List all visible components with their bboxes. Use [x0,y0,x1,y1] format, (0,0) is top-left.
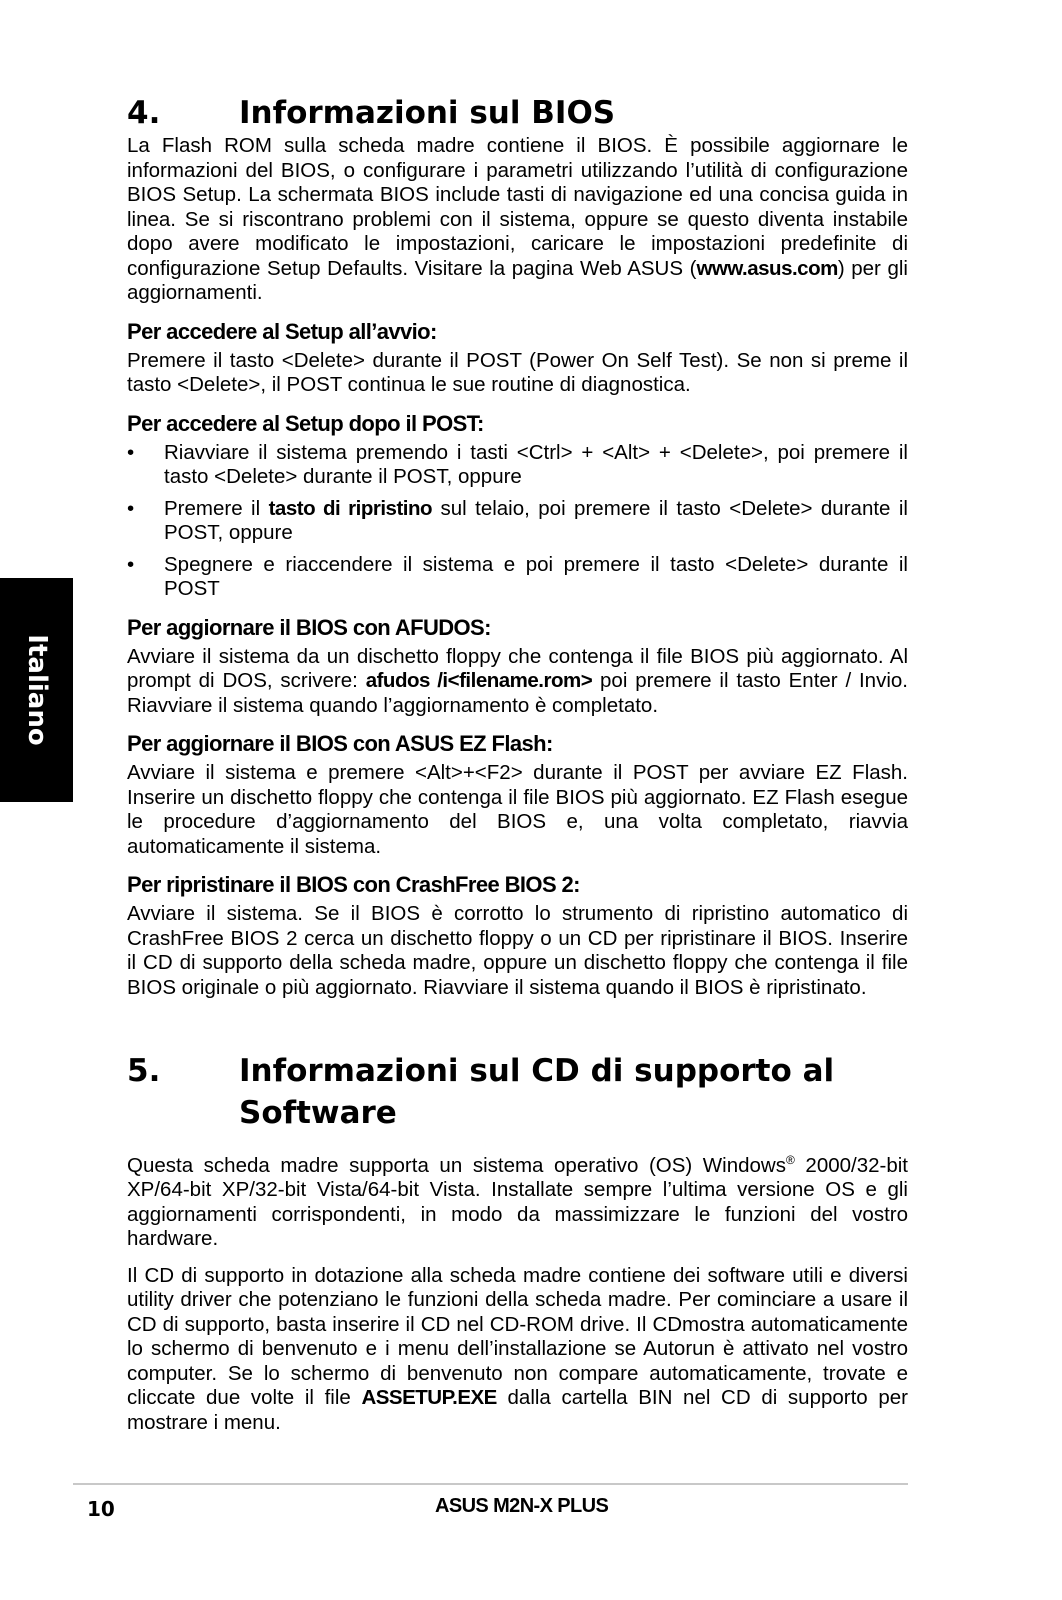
section-5-number: 5. [127,1053,161,1089]
crashfree-heading: Per ripristinare il BIOS con CrashFree BIOS 2: [127,872,580,897]
support-cd-paragraph [127,1264,908,1436]
bullet-icon: • [127,552,135,576]
page-content [127,92,908,1435]
footer-divider [73,1483,908,1485]
asus-website-link[interactable]: www.asus.com [696,256,838,280]
list-item-text: Riavviare il sistema premendo i tasti <Ctrl> + <Alt> + <Delete>, poi premere il tasto <Delete> durante il POST, oppure [164,440,908,488]
bullet-icon: • [127,496,135,520]
afudos-paragraph [127,645,908,719]
bullet-icon: • [127,440,135,464]
page-number: 10 [87,1497,115,1521]
section-4-title: Informazioni sul BIOS [239,95,616,131]
language-tab-label: Italiano [21,634,52,746]
bios-intro-text-end: ) per gli aggiornamenti. [127,256,908,304]
section-4-heading [127,92,908,134]
section-5-heading [127,1050,908,1134]
list-item [127,553,908,602]
ezflash-paragraph: Avviare il sistema e premere <Alt>+<F2> durante il POST per avviare EZ Flash. Inserire un dischetto floppy che contenga il file BIOS più aggiornato. EZ Flash esegue le procedure d’aggiornamento del BIOS e, una volta completato, riavvia automaticamente il sistema. [127,761,908,858]
afudos-command: afudos /i<filename.rom> [365,669,593,692]
list-item-text: Spegnere e riaccendere il sistema e poi premere il tasto <Delete> durante il POST [164,552,908,600]
list-item-text-end: sul telaio, poi premere il tasto <Delete> durante il POST, oppure [164,496,908,544]
os-support-text: Questa scheda madre supporta un sistema operativo (OS) Windows [127,1153,786,1177]
bios-intro-paragraph [127,134,908,306]
list-item-text: Premere il [164,496,269,520]
bios-intro-text: La Flash ROM sulla scheda madre contiene il BIOS. È possibile aggiornare le informazioni del BIOS, o configurare i parametri utilizzando l’utilità di configurazione BIOS Setup. La schermata BIOS include tasti di navigazione ed una concisa guida in linea. Se si riscontrano problemi con il sistema, oppure se questo diventa instabile dopo avere modificato le impostazioni, caricare le impostazioni predefinite di configurazione Setup Defaults. Visitare la pagina Web ASUS ( [127,134,908,280]
afudos-text: Avviare il sistema da un dischetto floppy che contenga il file BIOS più aggiornato. Al prompt di DOS, scrivere: [127,644,908,692]
afudos-heading: Per aggiornare il BIOS con AFUDOS: [127,614,491,640]
registered-mark: ® [785,1153,795,1167]
support-cd-text-end: dalla cartella BIN nel CD di supporto per mostrare i menu. [127,1386,908,1434]
section-5-title: Informazioni sul CD di supporto al Software [239,1053,835,1131]
list-item [127,497,908,546]
ezflash-heading: Per aggiornare il BIOS con ASUS EZ Flash: [127,731,553,756]
post-setup-list [127,441,908,602]
language-side-tab [0,578,73,802]
afudos-text-end: poi premere il tasto Enter / Invio. Riavviare il sistema quando l’aggiornamento è completato. [127,669,908,717]
assetup-filename: ASSETUP.EXE [361,1386,497,1410]
footer-product-name: ASUS M2N-X PLUS [435,1495,609,1517]
support-cd-text: Il CD di supporto in dotazione alla scheda madre contiene dei software utili e diversi utility driver che potenziano le funzioni della scheda madre. Per cominciare a usare il CD di supporto, basta inserire il CD nel CD-ROM drive. Il CDmostra automaticamente lo schermo di benvenuto e i menu dell’installazione se Autorun è attivato nel vostro computer. Se lo schermo di benvenuto non compare automaticamente, trovate e cliccate due volte il file [127,1263,908,1410]
list-item [127,441,908,490]
reset-button-term: tasto di ripristino [268,496,433,520]
section-4-number: 4. [127,95,161,131]
os-support-text-end: 2000/32-bit XP/64-bit XP/32-bit Vista/64-bit Vista. Installate sempre l’ultima versione OS e gli aggiornamenti corrispondenti, in modo da massimizzare le funzioni del vostro hardware. [127,1153,908,1251]
post-setup-heading: Per accedere al Setup dopo il POST: [127,410,484,436]
os-support-paragraph [127,1148,908,1252]
boot-setup-paragraph: Premere il tasto <Delete> durante il POST (Power On Self Test). Se non si preme il tasto <Delete>, il POST continua le sue routine di diagnostica. [127,348,908,396]
boot-setup-heading: Per accedere al Setup all’avvio: [127,318,437,344]
crashfree-paragraph: Avviare il sistema. Se il BIOS è corrotto lo strumento di ripristino automatico di CrashFree BIOS 2 cerca un dischetto floppy o un CD per ripristinare il BIOS. Inserire il CD di supporto della scheda madre, oppure un dischetto floppy che contenga il file BIOS originale o più aggiornato. Riavviare il sistema quando il BIOS è ripristinato. [127,902,908,999]
